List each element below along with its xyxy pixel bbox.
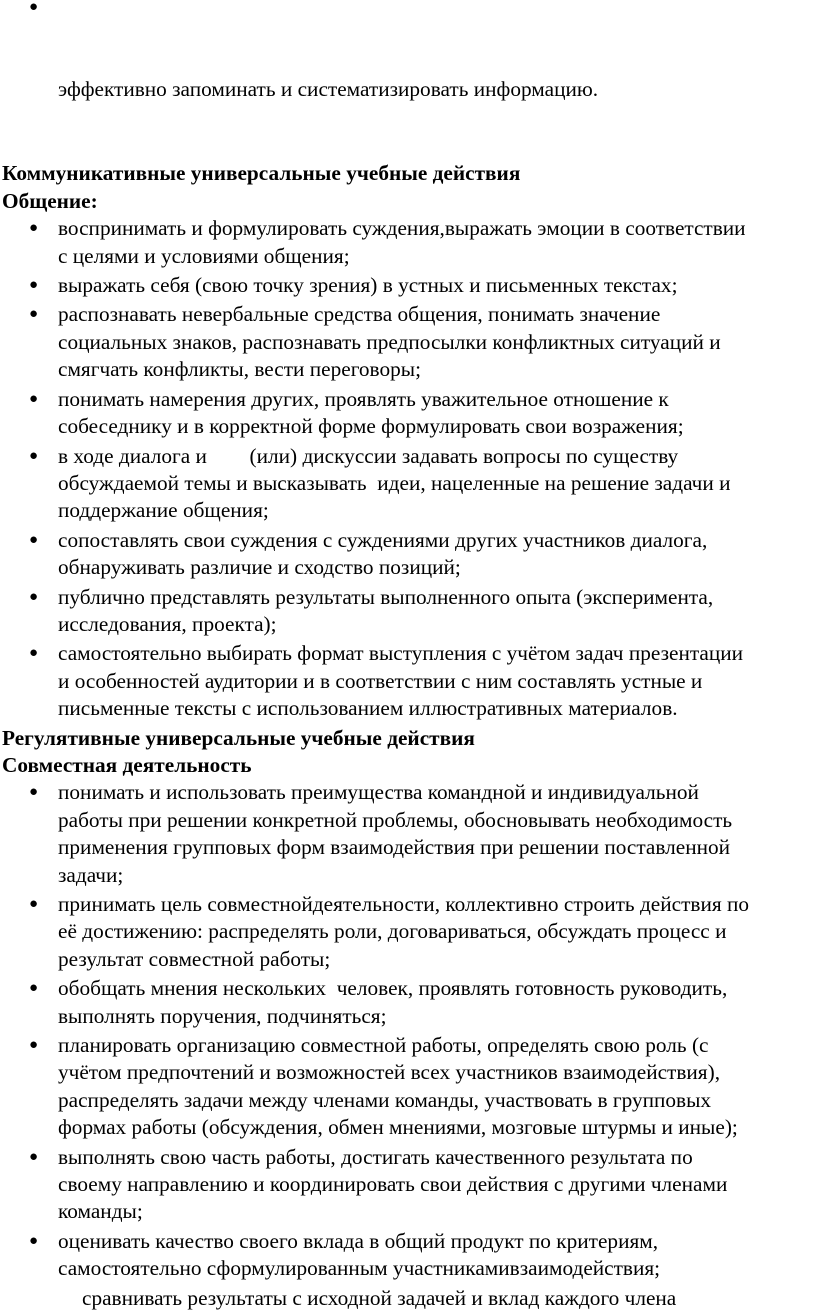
list-item-text: в ходе диалога и (или) дискуссии задавать вопросы по существу обсуждаемой темы и высказывать идеи, нацеленные на решение задачи и поддержание общения; [58, 443, 731, 523]
section-subtitle-communication: Общение: [2, 188, 98, 213]
list-item-text: обобщать мнения нескольких человек, проявлять готовность руководить, выполнять поручения, подчиняться; [58, 976, 728, 1028]
section-title-communicative: Коммуникативные универсальные учебные действия [2, 161, 521, 186]
list-item [0, 891, 816, 973]
list-item [0, 779, 816, 889]
list-item [0, 1032, 816, 1142]
bullet-icon: ● [29, 1148, 39, 1165]
list-item-text: понимать намерения других, проявлять уважительное отношение к собеседнику и в корректной форме формулировать свои возражения; [58, 386, 684, 439]
bullet-icon: ● [29, 306, 39, 323]
section-title-regulative: Регулятивные универсальные учебные действия [2, 725, 475, 750]
list-item [0, 272, 816, 299]
bullet-icon: ● [29, 0, 39, 15]
list-item-text: выполнять свою часть работы, достигать качественного результата по своему направлению и координировать свои действия с другими членами команды; [58, 1144, 728, 1224]
bullet-icon: ● [29, 277, 39, 294]
list-item [0, 386, 816, 441]
list-item-text: самостоятельно выбирать формат выступления с учётом задач презентации и особенностей аудитории и в соответствии с ним составлять устные и письменные тексты с использованием иллюстративных материалов. [58, 641, 744, 721]
list-item [0, 527, 816, 582]
list-item-text: оценивать качество своего вклада в общий продукт по критериям, самостоятельно сформулированным участникамивзаимодействия; [58, 1228, 661, 1281]
list-item [0, 215, 816, 270]
bullet-icon: ● [29, 980, 39, 997]
list-item [0, 443, 816, 525]
top-list [0, 0, 816, 158]
bullet-icon: ● [29, 1232, 39, 1249]
bullet-icon: ● [29, 588, 39, 605]
list-item-text: понимать и использовать преимущества командной и индивидуальной работы при решении конкретной проблемы, обосновывать необходимость применения групповых форм взаимодействия при решении поставленной задачи; [58, 780, 733, 887]
list-item-text: эффективно запоминать и систематизировать информацию. [58, 77, 599, 102]
list-item [0, 0, 816, 158]
continuation-text: сравнивать результаты с исходной задачей и вклад каждого члена [82, 1285, 677, 1310]
list-item-text: воспринимать и формулировать суждения,выражать эмоции в соответствии с целями и условиями общения; [58, 216, 746, 268]
bullet-icon: ● [29, 1037, 39, 1054]
section-subtitle-joint-activity: Совместная деятельность [2, 752, 252, 777]
list-item [0, 640, 816, 722]
list-item-text: принимать цель совместнойдеятельности, коллективно строить действия по её достижению: распределять роли, договариваться, обсуждать процесс и результат совместной работы; [58, 892, 750, 971]
bullet-icon: ● [29, 220, 39, 237]
list-item [0, 301, 816, 383]
bullet-icon: ● [29, 784, 39, 801]
bullet-icon: ● [29, 531, 39, 548]
list-item [0, 1228, 816, 1283]
regulative-list [0, 779, 816, 1282]
list-item [0, 975, 816, 1030]
list-item-text: публично представлять результаты выполненного опыта (эксперимента, исследования, проекта); [58, 584, 714, 636]
list-item-text: планировать организацию совместной работы, определять свою роль (с учётом предпочтений и возможностей всех участников взаимодействия), распределять задачи между членами команды, участвовать в групповых формах работы (обсуждения, обмен мнениями, мозговые штурмы и иные); [58, 1033, 738, 1140]
bullet-icon: ● [29, 447, 39, 464]
communicative-list [0, 215, 816, 722]
bullet-icon: ● [29, 896, 39, 912]
bullet-icon: ● [29, 645, 39, 662]
list-item [0, 1144, 816, 1226]
list-item-text: сопоставлять свои суждения с суждениями других участников диалога, обнаруживать различие и сходство позиций; [58, 527, 708, 580]
list-item-text: выражать себя (свою точку зрения) в устных и письменных текстах; [58, 273, 678, 298]
list-item [0, 584, 816, 639]
list-item-text: распознавать невербальные средства общения, понимать значение социальных знаков, распознавать предпосылки конфликтных ситуаций и смягчать конфликты, вести переговоры; [58, 302, 721, 382]
bullet-icon: ● [29, 390, 39, 407]
